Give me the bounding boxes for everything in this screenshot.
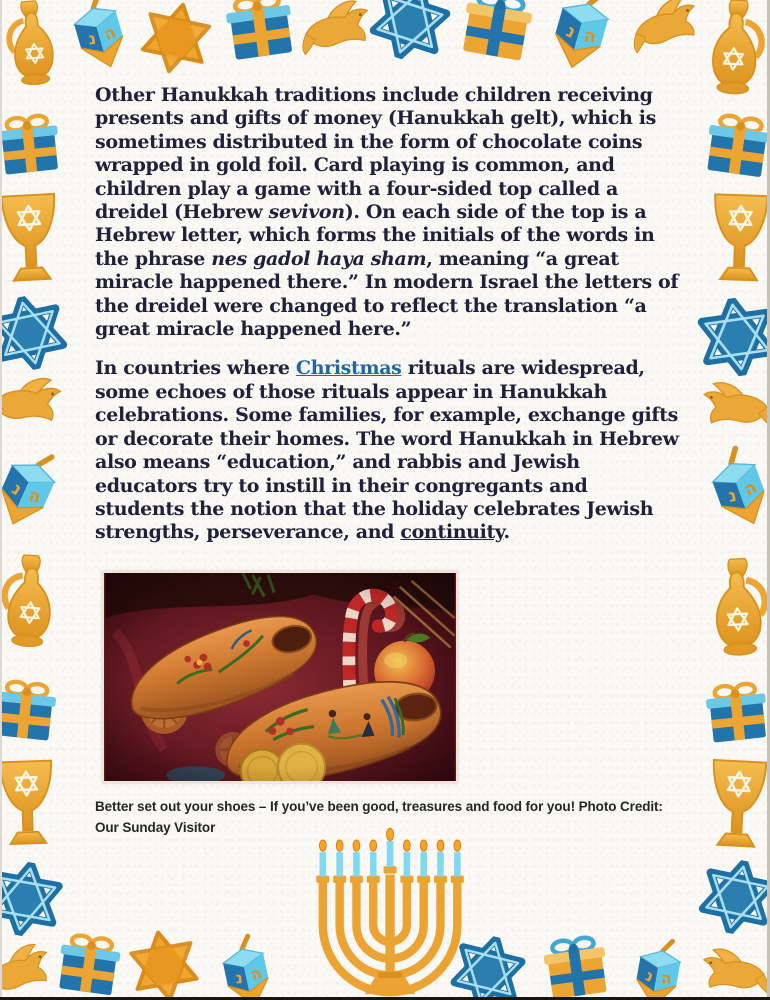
text-run: , meaning “a great miracle happened there.” In modern Israel the letters of the dreidel were changed to reflect the translation “a great miracle happened here.” xyxy=(95,247,679,341)
text-run-underline-continuity: continuity xyxy=(400,521,504,544)
text-run: In countries where xyxy=(95,357,296,380)
text-run: rituals are widespread, some echoes of those rituals appear in Hanukkah celebrations. Some families, for example, exchange gifts or decorate their homes. The word Hanukkah in Hebrew also means “education,” and rabbis and Jewish educators try to instill in their congregants and students the notion that the holiday celebrates Jewish strengths, perseverance, and xyxy=(95,357,679,544)
article-body xyxy=(95,84,681,838)
goblet-icon xyxy=(701,752,770,853)
dove-icon xyxy=(699,374,770,437)
dove-icon xyxy=(298,0,374,58)
gift-blue-icon xyxy=(218,0,303,65)
paragraph-hanukkah-traditions xyxy=(95,84,681,341)
paragraph-christmas-echoes xyxy=(95,357,681,544)
dreidel-icon xyxy=(203,927,289,1000)
text-run-italic-phrase: nes gadol haya sham xyxy=(211,247,427,270)
text-run: Other Hanukkah traditions include children receiving presents and gifts of money (Hanukkah gelt), which is sometimes distributed in the form of chocolate coins wrapped in gold foil. Card playing is common, and children play a game with a four-sided top called a dreidel (Hebrew xyxy=(95,84,656,224)
star-gold-icon xyxy=(133,0,218,81)
gift-blue-icon xyxy=(0,109,67,180)
star-blue-icon xyxy=(362,0,458,70)
gift-blue-icon xyxy=(698,107,770,182)
star-blue-icon xyxy=(0,289,73,377)
star-blue-icon xyxy=(693,293,770,381)
dove-icon xyxy=(0,369,66,434)
gift-gold-icon xyxy=(453,0,542,66)
goblet-icon xyxy=(0,753,62,851)
goblet-icon xyxy=(0,186,67,287)
dove-icon xyxy=(0,940,55,1000)
gift-blue-icon xyxy=(699,677,770,748)
text-run: . xyxy=(503,521,510,544)
gift-blue-icon xyxy=(50,927,128,1000)
pitcher-icon xyxy=(697,552,770,660)
text-run: ). On each side of the top is a Hebrew letter, which forms the initials of the words in the phrase xyxy=(95,201,655,270)
photo-clogs xyxy=(102,571,458,783)
pitcher-icon xyxy=(0,548,69,653)
goblet-icon xyxy=(704,187,770,287)
dove-icon xyxy=(698,944,770,1000)
pitcher-icon xyxy=(695,0,770,98)
star-blue-icon xyxy=(693,853,770,941)
dove-icon xyxy=(627,0,704,57)
dreidel-icon xyxy=(530,0,633,82)
gift-blue-icon xyxy=(0,675,63,746)
photo-caption: Better set out your shoes – If you’ve been good, treasures and food for you! Photo Credit: Our Sunday Visitor xyxy=(95,798,663,835)
scan-edge-left xyxy=(0,0,2,1000)
clogs-illustration xyxy=(104,573,456,781)
dreidel-icon xyxy=(688,435,770,541)
dreidel-icon xyxy=(616,930,700,1000)
star-gold-icon xyxy=(122,924,205,1000)
dreidel-icon xyxy=(0,434,80,542)
christmas-link[interactable]: Christmas xyxy=(295,357,402,380)
text-run-italic-sevivon: sevivon xyxy=(268,201,345,224)
gift-gold-icon xyxy=(536,929,616,1000)
